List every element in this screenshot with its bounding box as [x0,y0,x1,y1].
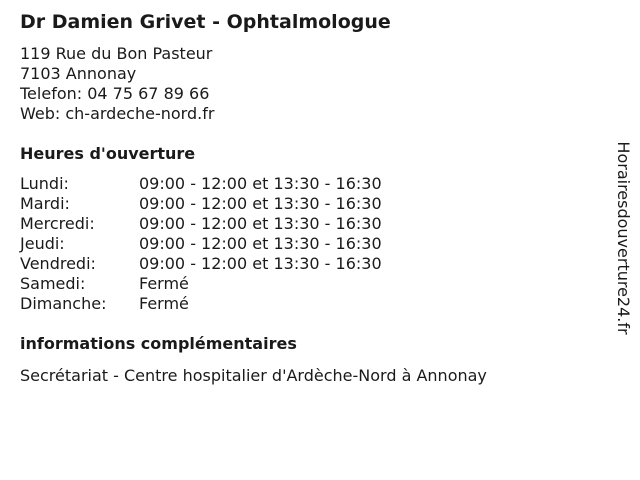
hours-row-friday [20,254,590,274]
practice-card [20,9,590,386]
city-address: 7103 Annonay [20,64,137,83]
day-label: Lundi: [20,174,69,193]
hours-row-monday [20,174,590,194]
info-text: Secrétariat - Centre hospitalier d'Ardèche-Nord à Annonay [20,366,487,385]
hours-row-saturday [20,274,590,294]
day-hours: 09:00 - 12:00 et 13:30 - 16:30 [139,214,382,233]
day-hours: 09:00 - 12:00 et 13:30 - 16:30 [139,254,382,273]
address-block [20,44,590,124]
hours-heading: Heures d'ouverture [20,144,196,163]
day-hours: 09:00 - 12:00 et 13:30 - 16:30 [139,194,382,213]
day-label: Samedi: [20,274,86,293]
website: Web: ch-ardeche-nord.fr [20,104,215,123]
day-hours: Fermé [139,274,189,293]
hours-row-sunday [20,294,590,314]
street-address: 119 Rue du Bon Pasteur [20,44,213,63]
day-hours: 09:00 - 12:00 et 13:30 - 16:30 [139,234,382,253]
info-heading: informations complémentaires [20,334,297,353]
day-label: Dimanche: [20,294,107,313]
site-watermark: Horairesdouverture24.fr [614,141,633,335]
day-hours: 09:00 - 12:00 et 13:30 - 16:30 [139,174,382,193]
day-hours: Fermé [139,294,189,313]
hours-table [20,174,590,314]
day-label: Mercredi: [20,214,95,233]
hours-row-thursday [20,234,590,254]
hours-row-wednesday [20,214,590,234]
page-title: Dr Damien Grivet - Ophtalmologue [20,11,391,33]
phone-number: Telefon: 04 75 67 89 66 [20,84,210,103]
day-label: Jeudi: [20,234,65,253]
day-label: Vendredi: [20,254,96,273]
hours-row-tuesday [20,194,590,214]
day-label: Mardi: [20,194,70,213]
